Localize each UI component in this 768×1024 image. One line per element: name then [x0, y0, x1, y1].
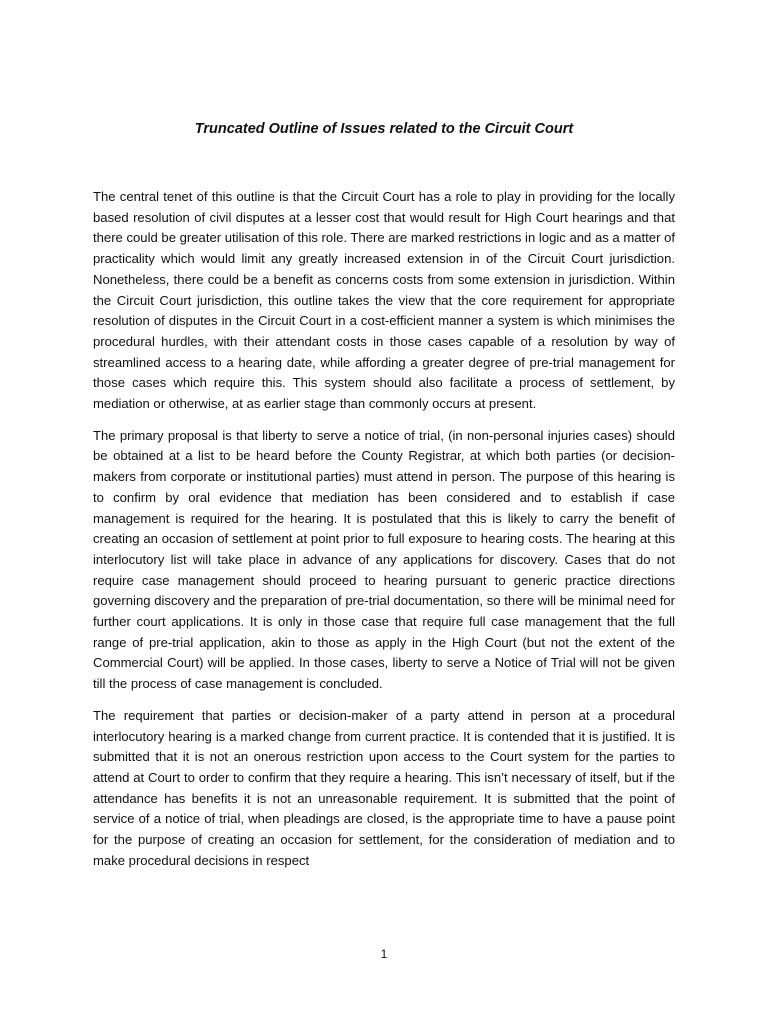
document-title: Truncated Outline of Issues related to the Circuit Court [194, 121, 574, 137]
page-number: 1 [380, 947, 388, 961]
paragraph-primary-proposal: The primary proposal is that liberty to serve a notice of trial, (in non-personal injuries cases) should be obtained at a list to be heard before the County Registrar, at which both parties (or decision-makers from corporate or institutional parties) must attend in person. The purpose of this hearing is to confirm by oral evidence that mediation has been considered and to establish if case management is required for the hearing. It is postulated that this is likely to carry the benefit of creating an occasion of settlement at point prior to full exposure to hearing costs. The hearing at this interlocutory list will take place in advance of any applications for discovery. Cases that do not require case management should proceed to hearing pursuant to generic practice directions governing discovery and the preparation of pre-trial documentation, so there will be minimal need for further court applications. It is only in those case that require full case management that the full range of pre-trial application, akin to those as apply in the High Court (but not the extent of the Commercial Court) will be applied. In those cases, liberty to serve a Notice of Trial will not be given till the process of case management is concluded. [93, 427, 675, 692]
document-body [93, 187, 675, 883]
paragraph-attendance-requirement: The requirement that parties or decision-maker of a party attend in person at a procedural interlocutory hearing is a marked change from current practice. It is contended that it is justified. It is submitted that it is not an onerous restriction upon access to the Court system for the parties to attend at Court to order to confirm that they require a hearing. This isn’t necessary of itself, but if the attendance has benefits it is not an unreasonable requirement. It is submitted that the point of service of a notice of trial, when pleadings are closed, is the appropriate time to have a pause point for the purpose of creating an occasion for settlement, for the consideration of mediation and to make procedural decisions in respect [93, 707, 675, 868]
paragraph-central-tenet: The central tenet of this outline is that the Circuit Court has a role to play in providing for the locally based resolution of civil disputes at a lesser cost that would result for High Court hearings and that there could be greater utilisation of this role. There are marked restrictions in logic and as a matter of practicality which would limit any greatly increased extension in of the Circuit Court jurisdiction. Nonetheless, there could be a benefit as concerns costs from some extension in jurisdiction. Within the Circuit Court jurisdiction, this outline takes the view that the core requirement for appropriate resolution of disputes in the Circuit Court in a cost-efficient manner a system is which minimises the procedural hurdles, with their attendant costs in those cases capable of a resolution by way of streamlined access to a hearing date, while affording a greater degree of pre-trial management for those cases which require this. This system should also facilitate a process of settlement, by mediation or otherwise, at as earlier stage than commonly occurs at present. [93, 189, 675, 412]
